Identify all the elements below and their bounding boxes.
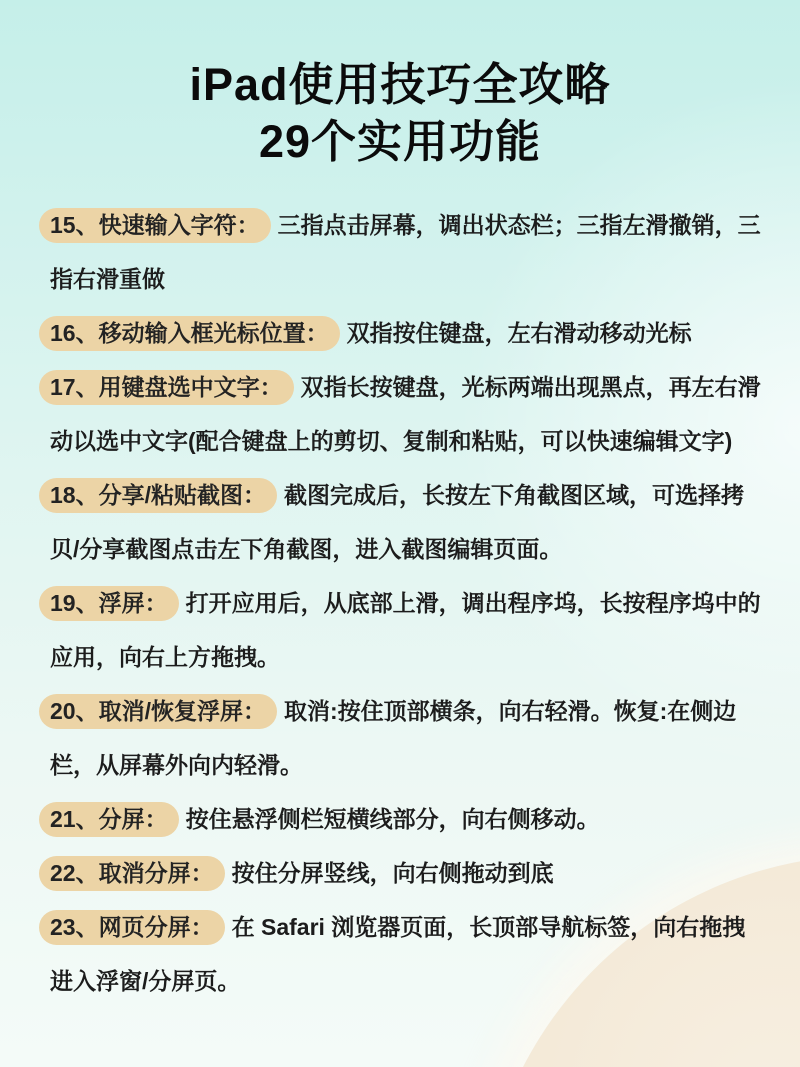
tip-item [50, 846, 766, 900]
tip-description: 双指长按键盘，光标两端出现黑点，再左右滑动以选中文字(配合键盘上的剪切、复制和粘贴，可以快速编辑文字) [50, 374, 761, 454]
tip-label-highlight: 20、取消/恢复浮屏： [39, 694, 277, 729]
tip-description: 截图完成后，长按左下角截图区域，可选择拷贝/分享截图点击左下角截图，进入截图编辑页面。 [50, 482, 744, 562]
tip-item [50, 198, 766, 306]
tips-list [0, 198, 800, 1008]
tip-label-highlight: 15、快速输入字符： [39, 208, 271, 243]
tip-description: 取消:按住顶部横条，向右轻滑。恢复:在侧边栏，从屏幕外向内轻滑。 [50, 698, 737, 778]
page-title [0, 56, 800, 170]
tip-label-highlight: 22、取消分屏： [39, 856, 225, 891]
tip-description: 按住分屏竖线，向右侧拖动到底 [231, 860, 554, 886]
tip-label-highlight: 17、用键盘选中文字： [39, 370, 294, 405]
tip-item [50, 306, 766, 360]
page-title-line1: iPad使用技巧全攻略 [189, 59, 611, 110]
tip-label-highlight: 16、移动输入框光标位置： [39, 316, 340, 351]
tip-description: 按住悬浮侧栏短横线部分，向右侧移动。 [185, 806, 600, 832]
tip-item [50, 576, 766, 684]
tip-item [50, 468, 766, 576]
tip-description: 三指点击屏幕，调出状态栏；三指左滑撤销，三指右滑重做 [50, 212, 761, 292]
tip-description: 双指按住键盘，左右滑动移动光标 [346, 320, 692, 346]
tip-description: 打开应用后，从底部上滑，调出程序坞，长按程序坞中的应用，向右上方拖拽。 [50, 590, 761, 670]
tip-label-highlight: 19、浮屏： [39, 586, 179, 621]
tip-item [50, 792, 766, 846]
tip-description: 在 Safari 浏览器页面，长顶部导航标签，向右拖拽进入浮窗/分屏页。 [50, 914, 746, 994]
tip-label-highlight: 18、分享/粘贴截图： [39, 478, 277, 513]
tip-label-highlight: 23、网页分屏： [39, 910, 225, 945]
tip-item [50, 900, 766, 1008]
tip-label-highlight: 21、分屏： [39, 802, 179, 837]
tip-item [50, 684, 766, 792]
page-title-line2: 29个实用功能 [258, 116, 542, 167]
tip-item [50, 360, 766, 468]
